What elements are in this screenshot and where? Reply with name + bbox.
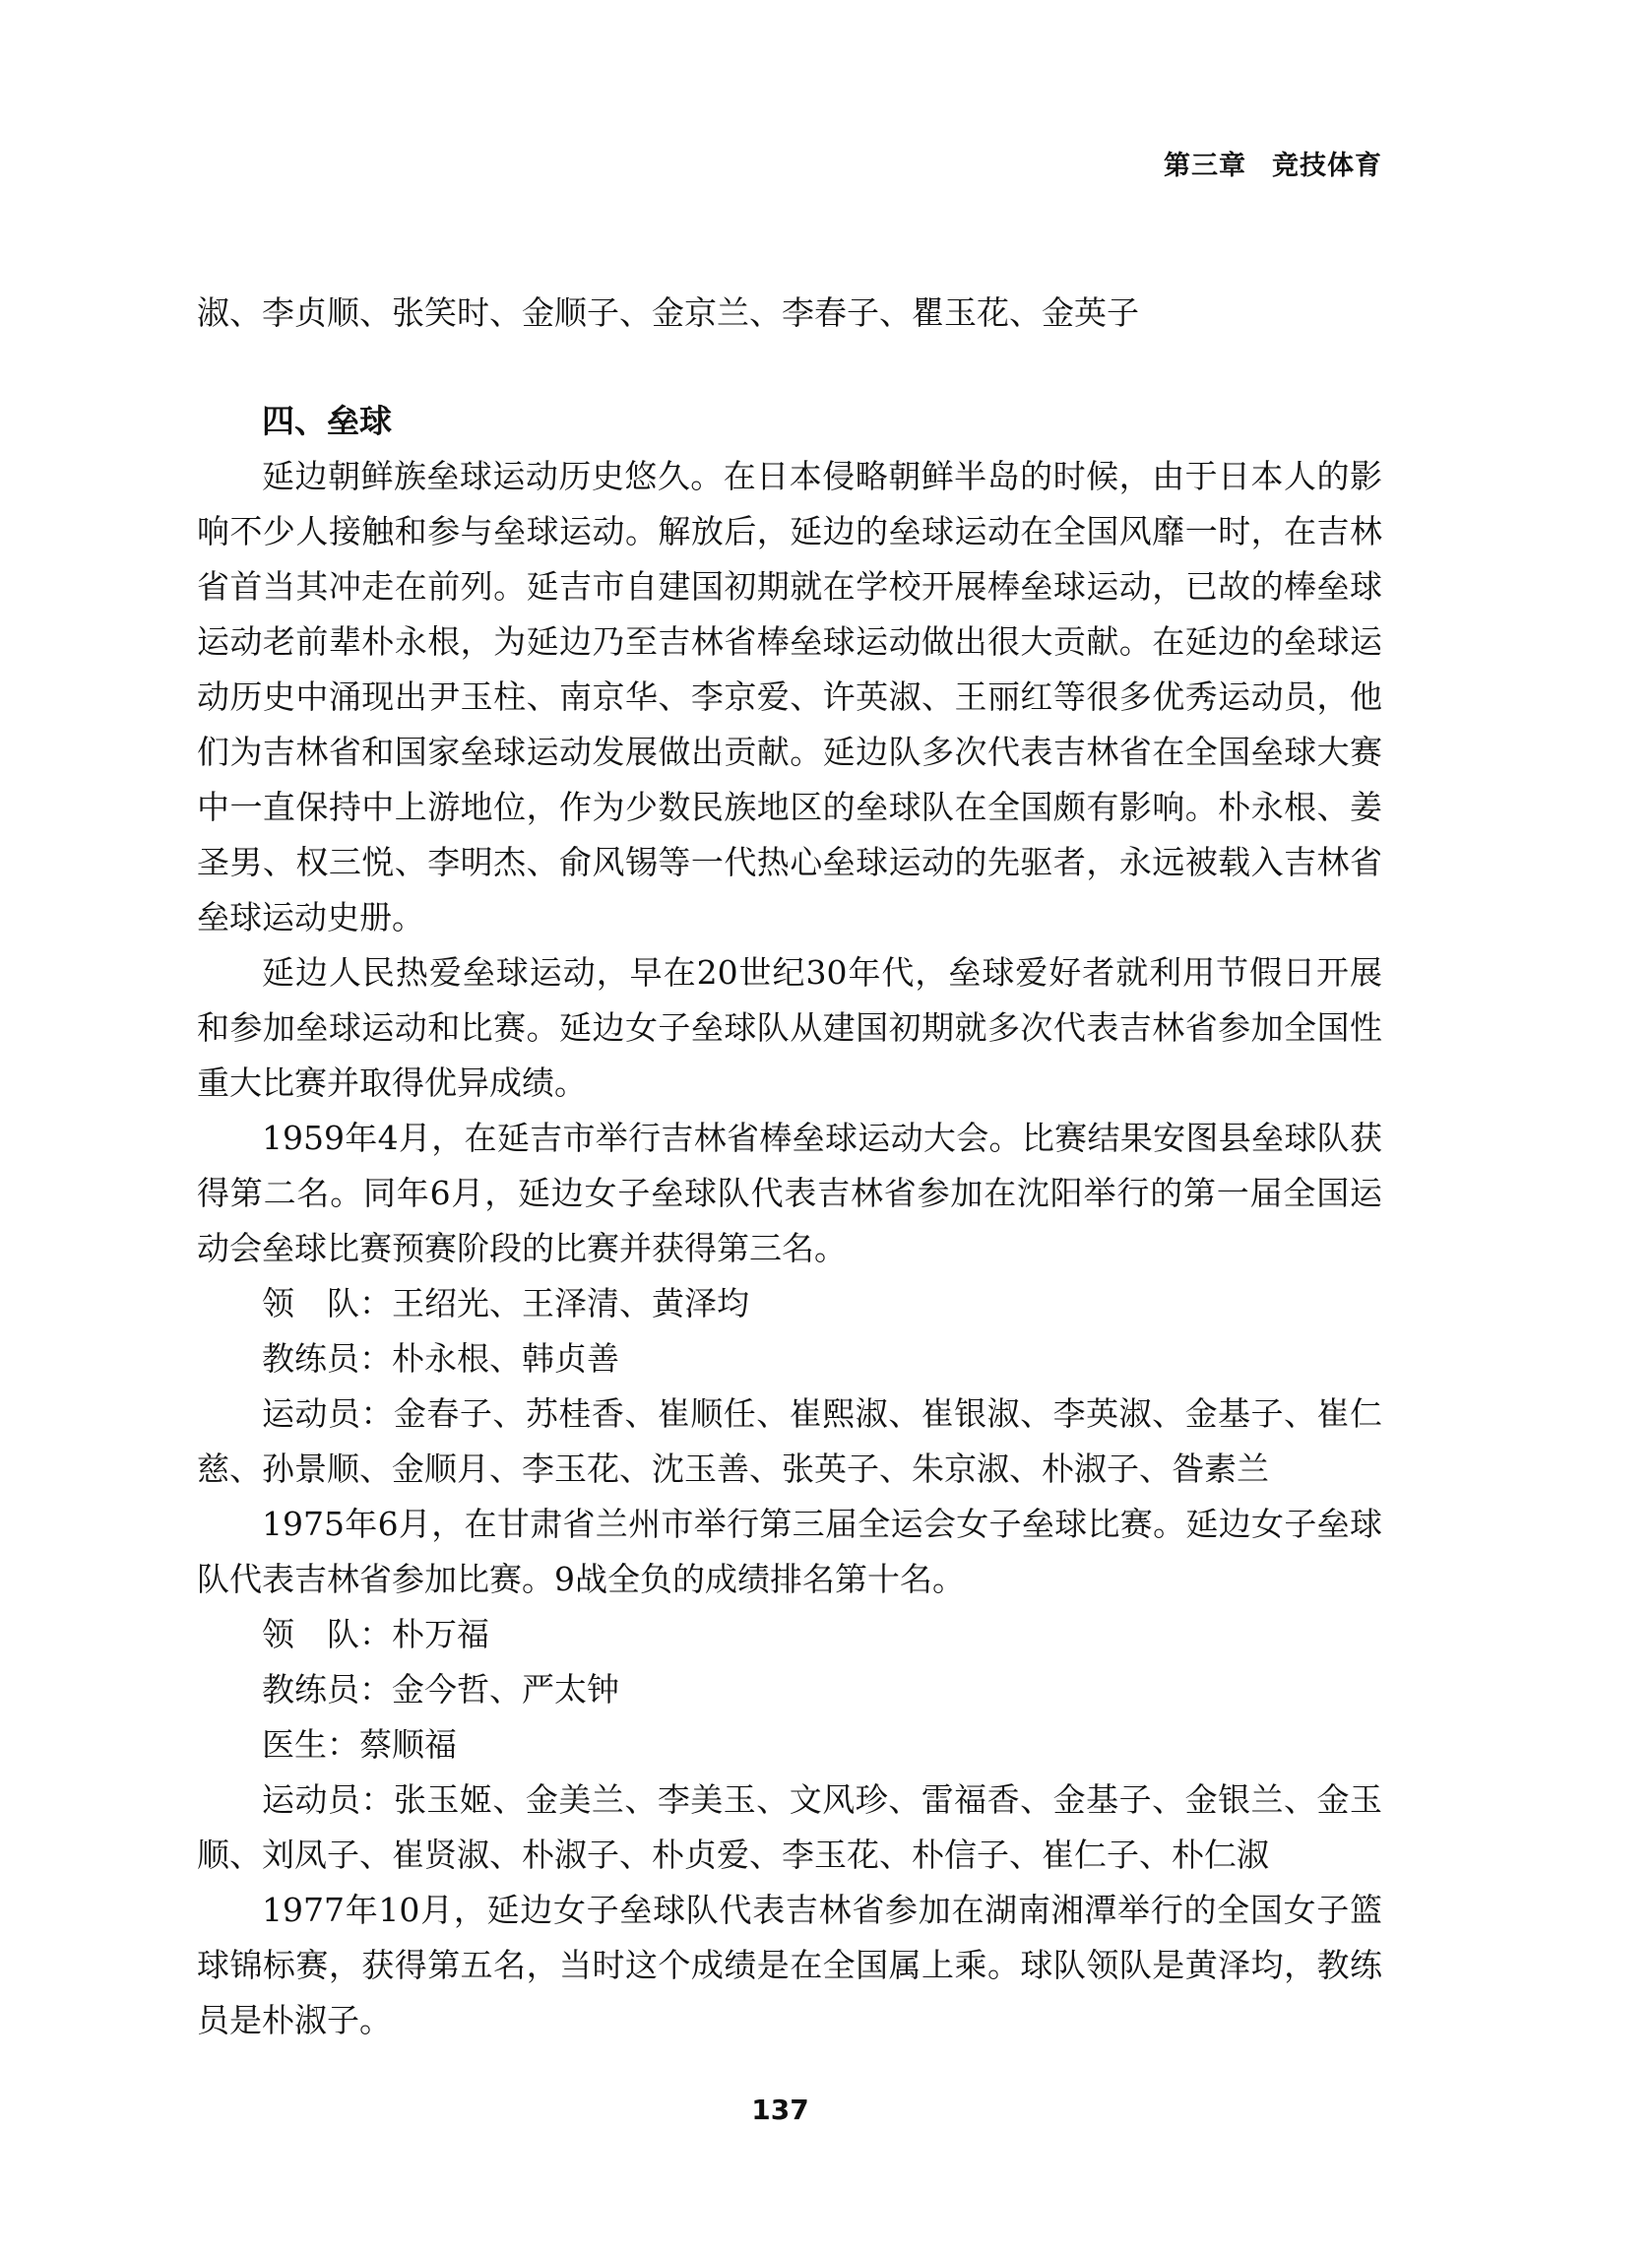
coach-1959: 教练员：朴永根、韩贞善 xyxy=(262,1339,619,1378)
athletes-1959: 运动员：金春子、苏桂香、崔顺任、崔熙淑、崔银淑、李英淑、金基子、崔仁慈、孙景顺、金顺月、李玉花、沈玉善、张英子、朱京淑、朴淑子、昝素兰 xyxy=(197,1394,1382,1488)
section-heading: 四、垒球 xyxy=(262,402,392,440)
paragraph-1930s: 延边人民热爱垒球运动，早在20世纪30年代，垒球爱好者就利用节假日开展和参加垒球运动和比赛。延边女子垒球队从建国初期就多次代表吉林省参加全国性重大比赛并取得优异成绩。 xyxy=(197,953,1382,1102)
continuation-block xyxy=(197,286,1382,341)
paragraph-1975: 1975年6月，在甘肃省兰州市举行第三届全运会女子垒球比赛。延边女子垒球队代表吉林省参加比赛。9战全负的成绩排名第十名。 xyxy=(197,1505,1382,1598)
doctor-1975: 医生：蔡顺福 xyxy=(262,1725,457,1764)
chapter-label: 第三章 xyxy=(1164,151,1246,181)
athletes-1975: 运动员：张玉姬、金美兰、李美玉、文风珍、雷福香、金基子、金银兰、金玉顺、刘凤子、崔贤淑、朴淑子、朴贞爱、李玉花、朴信子、崔仁子、朴仁淑 xyxy=(197,1780,1382,1874)
leader-1959: 领 队：王绍光、王泽清、黄泽均 xyxy=(262,1284,749,1322)
paragraph-history: 延边朝鲜族垒球运动历史悠久。在日本侵略朝鲜半岛的时候，由于日本人的影响不少人接触和参与垒球运动。解放后，延边的垒球运动在全国风靡一时，在吉林省首当其冲走在前列。延吉市自建国初期就在学校开展棒垒球运动，已故的棒垒球运动老前辈朴永根，为延边乃至吉林省棒垒球运动做出很大贡献。在延边的垒球运动历史中涌现出尹玉柱、南京华、李京爱、许英淑、王丽红等很多优秀运动员，他们为吉林省和国家垒球运动发展做出贡献。延边队多次代表吉林省在全国垒球大赛中一直保持中上游地位，作为少数民族地区的垒球队在全国颇有影响。朴永根、姜圣男、权三悦、李明杰、俞风锡等一代热心垒球运动的先驱者，永远被载入吉林省垒球运动史册。 xyxy=(197,457,1382,936)
paragraph-1977: 1977年10月，延边女子垒球队代表吉林省参加在湖南湘潭举行的全国女子篮球锦标赛，获得第五名，当时这个成绩是在全国属上乘。球队领队是黄泽均，教练员是朴淑子。 xyxy=(197,1891,1382,2039)
running-header xyxy=(1164,144,1382,182)
coach-1975: 教练员：金今哲、严太钟 xyxy=(262,1670,619,1709)
leader-1975: 领 队：朴万福 xyxy=(262,1615,489,1653)
section-softball xyxy=(197,394,1382,2048)
chapter-title: 竞技体育 xyxy=(1272,151,1382,181)
paragraph-1959: 1959年4月，在延吉市举行吉林省棒垒球运动大会。比赛结果安图县垒球队获得第二名。同年6月，延边女子垒球队代表吉林省参加在沈阳举行的第一届全国运动会垒球比赛预赛阶段的比赛并获得第三名。 xyxy=(197,1119,1382,1267)
page-number: 137 xyxy=(751,2094,809,2126)
continuation-line: 淑、李贞顺、张笑时、金顺子、金京兰、李春子、瞿玉花、金英子 xyxy=(197,293,1139,332)
